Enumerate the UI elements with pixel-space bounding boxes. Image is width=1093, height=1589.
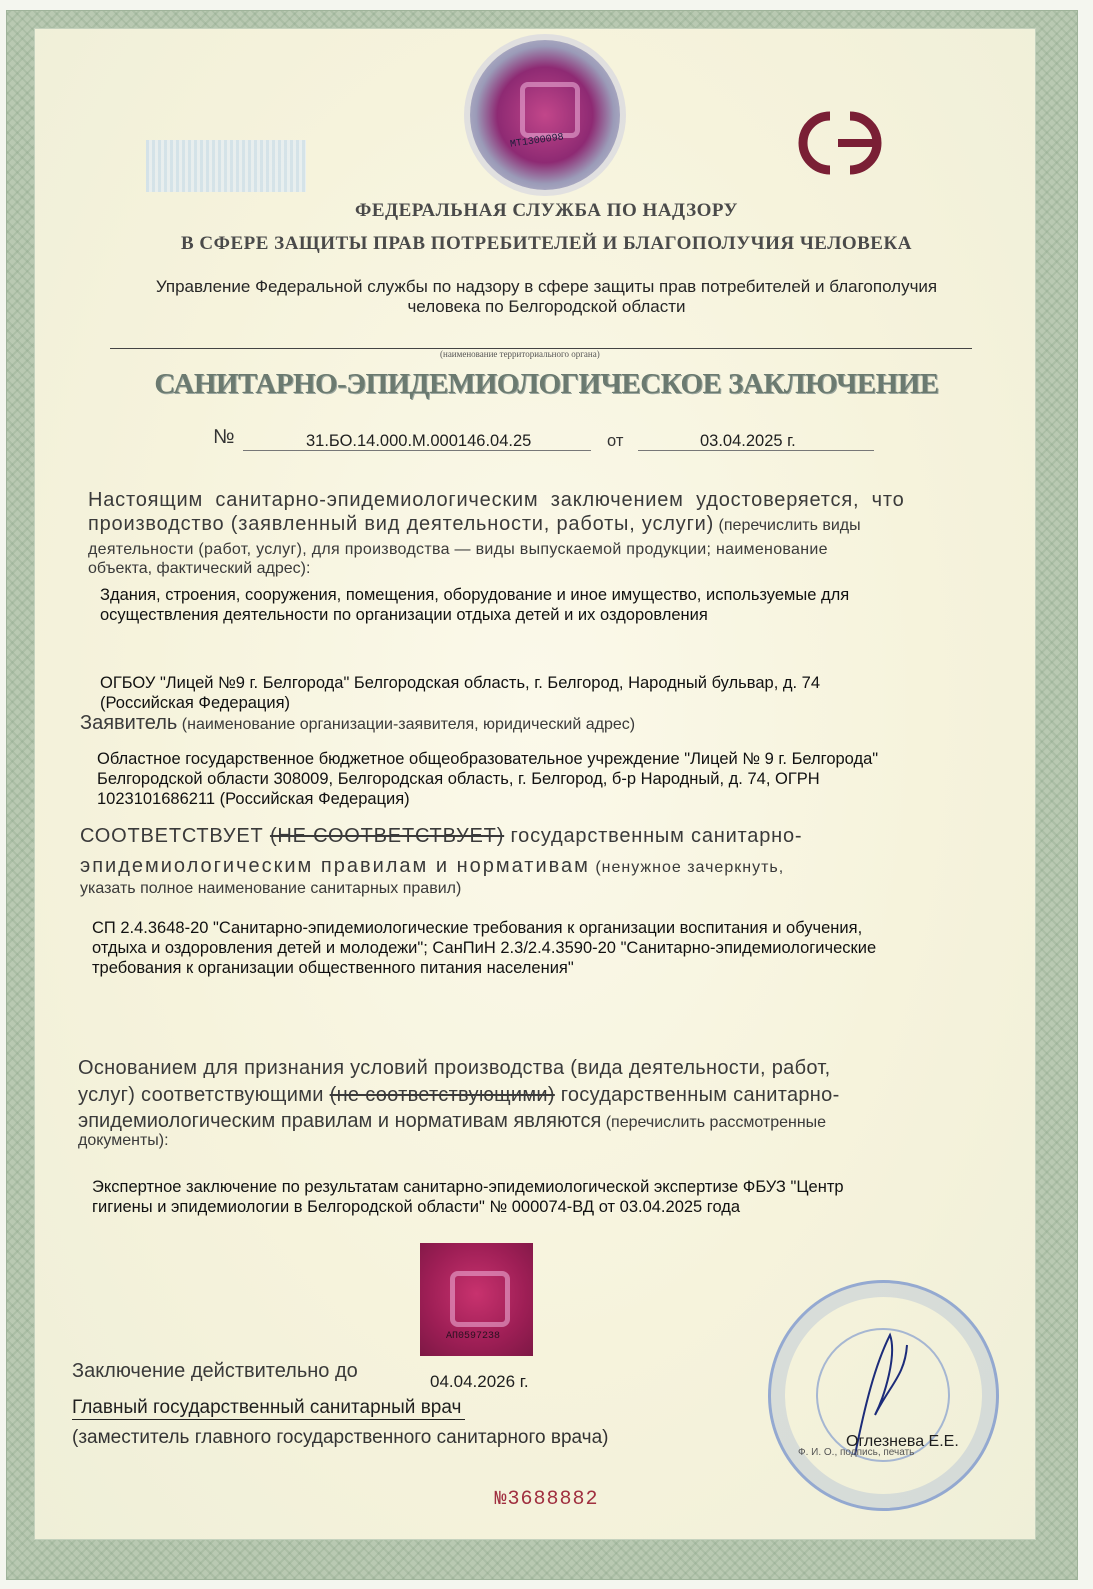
expert-line2: гигиены и эпидемиологии в Белгородской области" № 000074-ВД от 03.04.2025 года [92,1198,741,1216]
document-title: САНИТАРНО-ЭПИДЕМИОЛОГИЧЕСКОЕ ЗАКЛЮЧЕНИЕ [154,368,939,400]
certificate-number: 31.БО.14.000.М.000146.04.25 [306,432,532,450]
activity-line1: Здания, строения, сооружения, помещения, оборудование и иное имущество, используемые для [100,586,850,604]
object-line2: (Российская Федерация) [100,694,291,712]
conformity-line3: указать полное наименование санитарных правил) [80,880,462,897]
applicant-label: Заявитель [80,712,178,734]
form-serial-number: №3688882 [494,1488,599,1511]
conformity-word: СООТВЕТСТВУЕТ [80,825,264,847]
hologram-bottom-serial: АП0597238 [446,1331,501,1342]
validity-label: Заключение действительно до [72,1360,358,1382]
agency-name-line1: ФЕДЕРАЛЬНАЯ СЛУЖБА ПО НАДЗОРУ [355,200,738,221]
expert-line1: Экспертное заключение по результатам санитарно-эпидемиологической экспертизе ФБУЗ "Центр [92,1178,844,1196]
conformity-line2 [80,855,784,878]
object-line1: ОГБОУ "Лицей №9 г. Белгорода" Белгородская область, г. Белгород, Народный бульвар, д. 74 [100,674,821,692]
validity-date: 04.04.2026 г. [430,1372,529,1391]
applicant-note: (наименование организации-заявителя, юридический адрес) [177,716,636,733]
certifies-line2-note: (перечислить виды [714,517,861,534]
conformity-struck: (НЕ СООТВЕТСТВУЕТ) [269,825,505,847]
hologram-emblem-icon [520,82,580,138]
certifies-line1: Настоящим санитарно-эпидемиологическим заключением удостоверяется, что [88,489,905,511]
activity-line2: осуществления деятельности по организации отдыха детей и их оздоровления [100,606,708,624]
signer-name: Оглезнева Е.Е. [846,1433,959,1450]
hologram-top-serial: МТ1300098 [509,132,565,151]
rules-line1: СП 2.4.3648-20 "Санитарно-эпидемиологические требования к организации воспитания и обучения, [92,919,863,937]
basis-line2-end: государственным санитарно- [554,1084,840,1106]
authority-line1: Управление Федеральной службы по надзору в сфере защиты прав потребителей и благополучия [155,277,938,296]
signer-position: Главный государственный санитарный врач [72,1397,465,1420]
conformity-rest: государственным санитарно- [504,825,803,847]
certifies-line3: деятельности (работ, услуг), для производства — виды выпускаемой продукции; наименование [88,541,828,558]
basis-line2 [78,1084,840,1107]
applicant-line1: Областное государственное бюджетное общеобразовательное учреждение "Лицей № 9 г. Белгорода" [97,750,879,768]
basis-line1: Основанием для признания условий производства (вида деятельности, работ, [78,1057,831,1079]
signer-deputy: (заместитель главного государственного санитарного врача) [72,1427,609,1448]
agency-name-line2: В СФЕРЕ ЗАЩИТЫ ПРАВ ПОТРЕБИТЕЛЕЙ И БЛАГОПОЛУЧИЯ ЧЕЛОВЕКА [181,233,912,254]
basis-line3-main: эпидемиологическим правилам и нормативам являются [78,1110,602,1132]
issue-date: 03.04.2025 г. [700,432,796,450]
basis-line4: документы): [78,1132,169,1149]
security-stripe [146,140,306,192]
basis-line3 [78,1110,826,1133]
certifies-line2-main: производство (заявленный вид деятельности, работы, услуги) [88,513,715,535]
basis-struck: (не соответствующими) [329,1084,555,1106]
signer-caption: Ф. И. О., подпись, печать [798,1447,915,1458]
hologram-bottom [420,1243,533,1356]
number-label: № [213,426,235,448]
certifies-line2 [88,513,861,536]
conformity-line2-main: эпидемиологическим правилам и нормативам [80,855,590,877]
rules-line3: требования к организации общественного питания населения" [92,959,574,977]
conformity-mark-icon [790,108,890,178]
applicant-heading [80,712,635,735]
certifies-line4: объекта, фактический адрес): [88,560,311,577]
rules-line2: отдыха и оздоровления детей и молодежи"; СанПиН 2.3/2.4.3590-20 "Санитарно-эпидемиологические [92,939,877,957]
basis-line3-note: (перечислить рассмотренные [601,1114,827,1131]
applicant-line2: Белгородской области 308009, Белгородская область, г. Белгород, б-р Народный, д. 74, ОГРН [97,770,820,788]
basis-line2-start: услуг) соответствующими [78,1084,330,1106]
hologram-emblem-icon [450,1271,510,1327]
authority-line2: человека по Белгородской области [407,297,686,316]
hologram-top [470,40,620,190]
conformity-line2-note: (ненужное зачеркнуть, [589,859,785,876]
date-label: от [607,432,624,450]
authority-caption: (наименование территориального органа) [440,349,600,359]
conformity-line1 [80,825,802,848]
applicant-line3: 1023101686211 (Российская Федерация) [97,790,410,808]
